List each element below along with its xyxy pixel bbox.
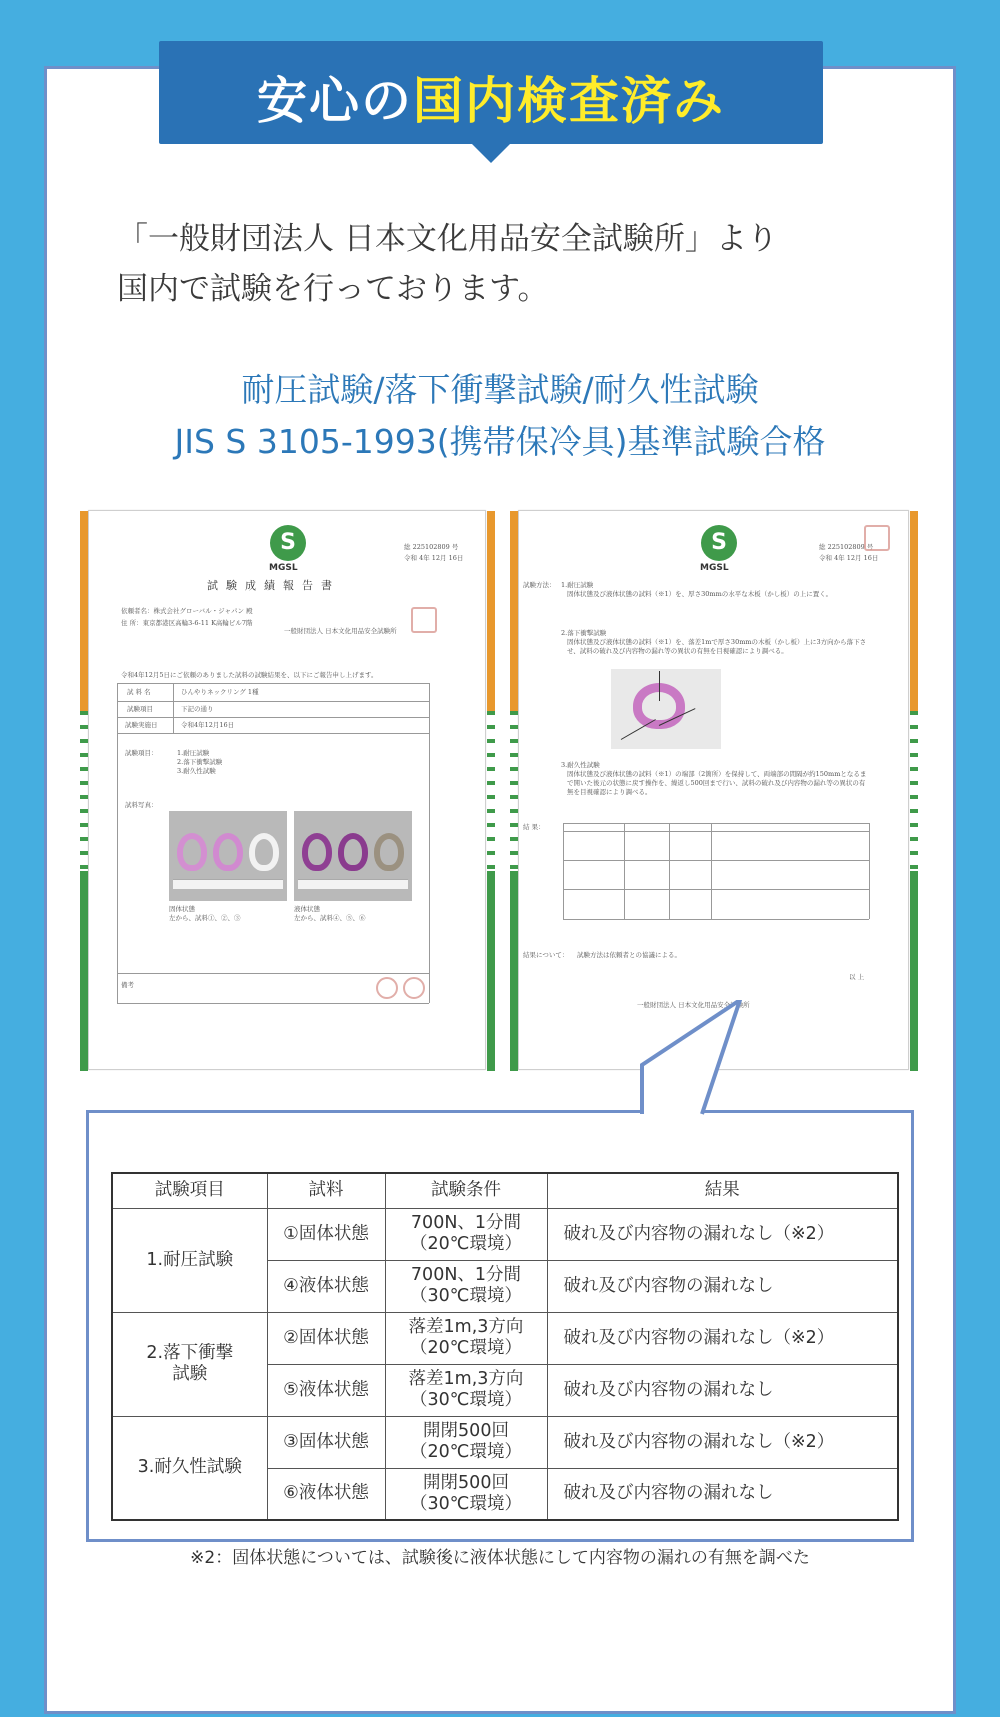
conclusion-text: 試験方法は依頼者との協議による。: [577, 951, 681, 959]
photo-caption-liquid-order: 左から、試料④、⑤、⑥: [294, 914, 366, 922]
test-item-durability: 3.耐久性試験: [112, 1416, 267, 1520]
doc2-issuer: 一般財団法人 日本文化用品安全試験所: [637, 1001, 750, 1009]
drop-test-diagram: [611, 669, 721, 749]
sample-cell: ③固体状態: [267, 1416, 385, 1468]
test-item-pressure: 1.耐圧試験: [112, 1208, 267, 1312]
row-sample-label: 試 料 名: [127, 688, 151, 696]
test-item-2: 2.落下衝撃試験: [177, 758, 223, 766]
test-item-3: 3.耐久性試験: [177, 767, 216, 775]
result-cell: 破れ及び内容物の漏れなし（※2）: [547, 1208, 898, 1260]
sample-cell: ⑤液体状態: [267, 1364, 385, 1416]
table-row: [112, 1312, 898, 1364]
header-sample: 試料: [267, 1173, 385, 1208]
result-cell: 破れ及び内容物の漏れなし（※2）: [547, 1416, 898, 1468]
sample-cell: ①固体状態: [267, 1208, 385, 1260]
header-test-item: 試験項目: [112, 1173, 267, 1208]
header-condition: 試験条件: [385, 1173, 547, 1208]
method-label: 試験方法：: [523, 581, 556, 589]
condition-cell: 開閉500回 （30℃環境）: [385, 1468, 547, 1520]
test-items-label: 試験項目：: [125, 749, 158, 757]
method-2-text: 固体状態及び液体状態の試料（※1）を、落差1mで厚さ30mmの木板（かし板）上に3方向から落下させ、試料の破れ及び内容物の漏れ等の異状の有無を目視確認により調べる。: [567, 638, 867, 655]
doc-title: 試験成績報告書: [207, 579, 340, 592]
method-2-title: 2.落下衝撃試験: [561, 629, 607, 637]
mgsl-logo-text-2: MGSL: [700, 563, 729, 573]
method-1-text: 固体状態及び液体状態の試料（※1）を、厚さ30mmの水平な木板（かし板）の上に置く。: [567, 590, 833, 598]
official-seal: [411, 607, 437, 633]
method-1-title: 1.耐圧試験: [561, 581, 594, 589]
mgsl-logo-icon-2: S: [701, 525, 737, 561]
results-table: [111, 1172, 899, 1521]
row-sample-value: ひんやりネックリング 1種: [181, 688, 259, 696]
condition-cell: 700N、1分間 （30℃環境）: [385, 1260, 547, 1312]
row-date-value: 令和4年12月16日: [181, 721, 235, 729]
approval-seal-1: [376, 977, 398, 999]
doc-issuer: 一般財団法人 日本文化用品安全試験所: [284, 627, 397, 635]
intro-line-1: 「一般財団法人 日本文化用品安全試験所」より: [117, 221, 778, 257]
tests-heading: [0, 364, 1000, 468]
conclusion-label: 結果について：: [523, 951, 569, 959]
callout-pointer: [600, 1000, 820, 1118]
test-report-page-2: [518, 510, 909, 1070]
result-label: 結 果：: [523, 823, 545, 831]
photo-label: 試料写真：: [125, 801, 158, 809]
doc2-seal: [864, 525, 890, 551]
banner-pointer: [471, 143, 511, 163]
test-item-1: 1.耐圧試験: [177, 749, 210, 757]
table-header-row: [112, 1173, 898, 1208]
banner-title: [159, 61, 823, 133]
sample-cell: ⑥液体状態: [267, 1468, 385, 1520]
test-item-drop: 2.落下衝撃 試験: [112, 1312, 267, 1416]
doc-side-stripe-right: [487, 511, 495, 1071]
method-3-text: 固体状態及び液体状態の試料（※1）の端部（2箇所）を保持して、両端部の間隔が約150mmとなるまで開いた後元の状態に戻す操作を、繰返し500回まで行い、試料の破れ及び内容物の漏れ等の異状の有無を目視確認により調べる。: [567, 770, 867, 796]
doc-client: 依頼者名：株式会社グローバル・ジャパン 殿: [121, 607, 253, 615]
condition-cell: 落差1m,3方向 （30℃環境）: [385, 1364, 547, 1416]
doc-address: 住 所：東京都港区高輪3-6-11 K高輪ビル7階: [121, 619, 253, 627]
approval-seal-2: [403, 977, 425, 999]
table-row: [112, 1416, 898, 1468]
test-report-page-1: [88, 510, 486, 1070]
sample-photo-liquid: [294, 811, 412, 901]
doc-number: 総 225102809 号: [404, 543, 459, 551]
doc2-side-stripe-left: [510, 511, 518, 1071]
intro-text: [117, 214, 917, 314]
end-text: 以 上: [849, 973, 865, 981]
doc2-date: 令和 4年 12月 16日: [819, 554, 879, 562]
tests-line-1: 耐圧試験/落下衝撃試験/耐久性試験: [241, 370, 759, 409]
doc2-number: 総 225102809 号: [819, 543, 874, 551]
condition-cell: 開閉500回 （20℃環境）: [385, 1416, 547, 1468]
header-result: 結果: [547, 1173, 898, 1208]
condition-cell: 落差1m,3方向 （20℃環境）: [385, 1312, 547, 1364]
result-cell: 破れ及び内容物の漏れなし（※2）: [547, 1312, 898, 1364]
row-date-label: 試験実施日: [125, 721, 158, 729]
photo-caption-solid-order: 左から、試料①、②、③: [169, 914, 241, 922]
sample-cell: ④液体状態: [267, 1260, 385, 1312]
row-items-value: 下記の通り: [181, 705, 214, 713]
doc-date: 令和 4年 12月 16日: [404, 554, 464, 562]
result-cell: 破れ及び内容物の漏れなし: [547, 1364, 898, 1416]
condition-cell: 700N、1分間 （20℃環境）: [385, 1208, 547, 1260]
photo-caption-solid: 固体状態: [169, 905, 195, 913]
mgsl-logo-icon: S: [270, 525, 306, 561]
table-row: [112, 1208, 898, 1260]
mgsl-logo-text: MGSL: [269, 563, 298, 573]
doc2-side-stripe-right: [910, 511, 918, 1071]
banner-title-highlight: 国内検査済み: [413, 72, 725, 130]
banner-title-part1: 安心の: [257, 72, 413, 130]
doc-side-stripe-left: [80, 511, 88, 1071]
title-banner: [159, 41, 823, 144]
remarks-label: 備考: [121, 981, 134, 989]
result-cell: 破れ及び内容物の漏れなし: [547, 1260, 898, 1312]
table-footnote: ※2：固体状態については、試験後に液体状態にして内容物の漏れの有無を調べた: [190, 1548, 810, 1568]
photo-caption-liquid: 液体状態: [294, 905, 320, 913]
intro-line-2: 国内で試験を行っております。: [117, 271, 549, 307]
method-3-title: 3.耐久性試験: [561, 761, 600, 769]
sample-photo-solid: [169, 811, 287, 901]
result-cell: 破れ及び内容物の漏れなし: [547, 1468, 898, 1520]
sample-cell: ②固体状態: [267, 1312, 385, 1364]
doc-intro-text: 令和4年12月5日にご依頼のありました試料の試験結果を、以下にご報告申し上げます。: [121, 671, 378, 679]
row-items-label: 試験項目: [127, 705, 153, 713]
tests-line-2: JIS S 3105-1993(携帯保冷具)基準試験合格: [174, 422, 826, 461]
